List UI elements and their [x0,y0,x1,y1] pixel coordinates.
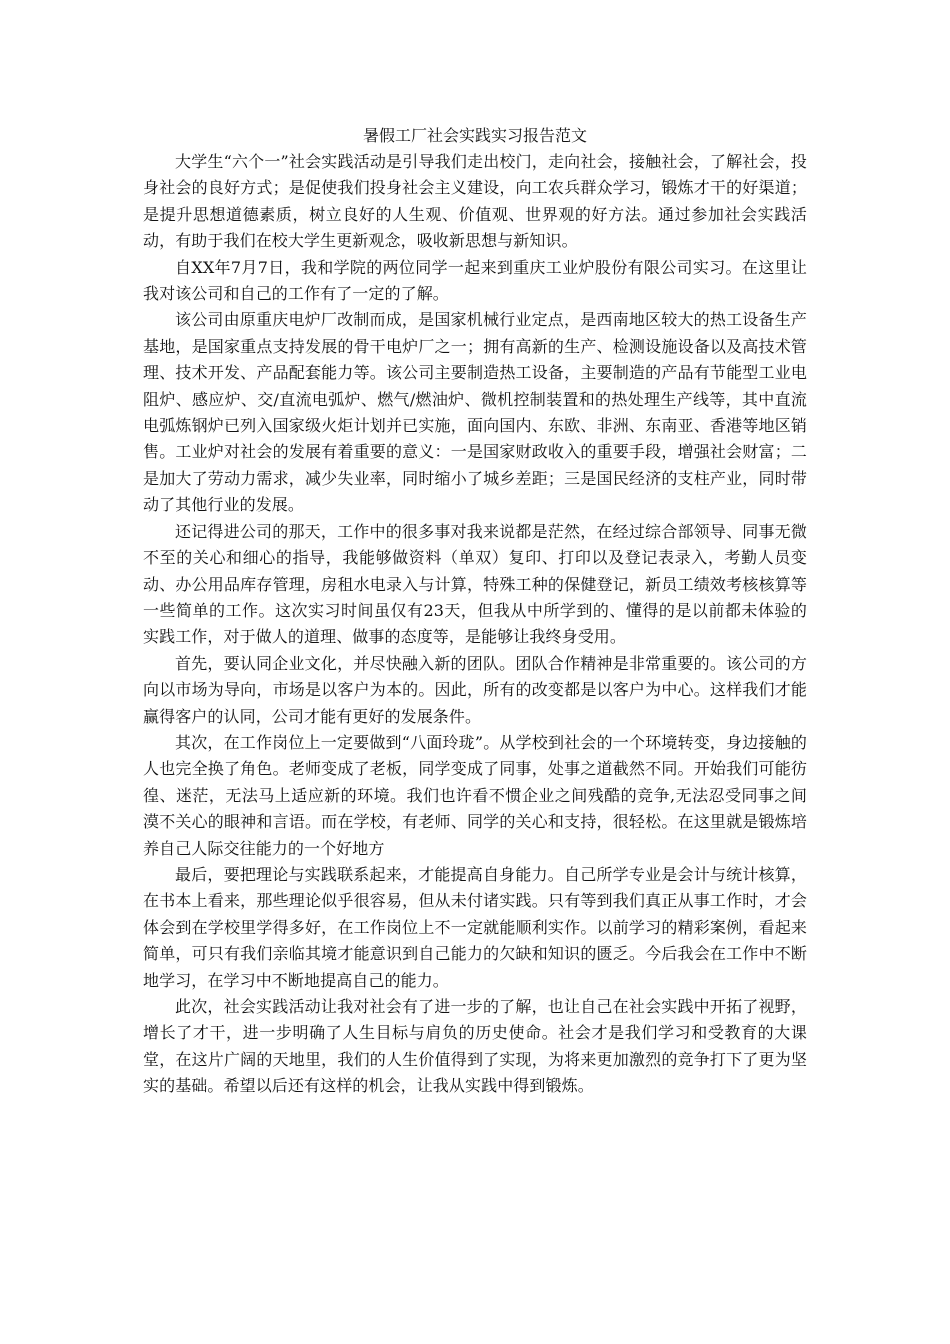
document-title: 暑假工厂社会实践实习报告范文 [362,126,587,145]
paragraph-intro: 大学生“六个一”社会实践活动是引导我们走出校门，走向社会，接触社会，了解社会，投身社会的良好方式；是促使我们投身社会主义建设，向工农兵群众学习，锻炼才干的好渠道；是提升思想道德素质，树立良好的人生观、价值观、世界观的好方法。通过参加社会实践活动，有助于我们在校大学生更新观念，吸收新思想与新知识。 [143,152,807,251]
paragraph-work-experience: 还记得进公司的那天，工作中的很多事对我来说都是茫然，在经过综合部领导、同事无微不至的关心和细心的指导，我能够做资料（单双）复印、打印以及登记表录入，考勤人员变动、办公用品库存管理，房租水电录入与计算，特殊工种的保健登记，新员工绩效考核核算等一些简单的工作。这次实习时间虽仅有23天，但我从中所学到的、懂得的是以前都未体验的实践工作，对于做人的道理、做事的态度等，是能够让我终身受用。 [143,521,807,647]
paragraph-conclusion: 此次，社会实践活动让我对社会有了进一步的了解，也让自己在社会实践中开拓了视野，增长了才干，进一步明确了人生目标与肩负的历史使命。社会才是我们学习和受教育的大课堂，在这片广阔的天地里，我们的人生价值得到了实现，为将来更加激烈的竞争打下了更为坚实的基础。希望以后还有这样的机会，让我从实践中得到锻炼。 [143,997,807,1096]
paragraph-company-profile: 该公司由原重庆电炉厂改制而成，是国家机械行业定点，是西南地区较大的热工设备生产基地，是国家重点支持发展的骨干电炉厂之一；拥有高新的生产、检测设施设备以及高技术管理、技术开发、产品配套能力等。该公司主要制造热工设备，主要制造的产品有节能型工业电阻炉、感应炉、交/直流电弧炉、燃气/燃油炉、微机控制装置和的热处理生产线等，其中直流电弧炼钢炉已列入国家级火炬计划并已实施，面向国内、东欧、非洲、东南亚、香港等地区销售。工业炉对社会的发展有着重要的意义：一是国家财政收入的重要手段，增强社会财富；二是加大了劳动力需求，减少失业率，同时缩小了城乡差距；三是国民经济的支柱产业，同时带动了其他行业的发展。 [143,310,807,515]
document-body [143,123,807,1100]
paragraph-third-point: 最后，要把理论与实践联系起来，才能提高自身能力。自己所学专业是会计与统计核算，在书本上看来，那些理论似乎很容易，但从未付诸实践。只有等到我们真正从事工作时，才会体会到在学校里学得多好，在工作岗位上不一定就能顺利实作。以前学习的精彩案例，看起来简单，可只有我们亲临其境才能意识到自己能力的欠缺和知识的匮乏。今后我会在工作中不断地学习，在学习中不断地提高自己的能力。 [143,864,807,990]
paragraph-internship-start: 自XX年7月7日，我和学院的两位同学一起来到重庆工业炉股份有限公司实习。在这里让我对该公司和自己的工作有了一定的了解。 [143,257,807,304]
paragraph-second-point: 其次，在工作岗位上一定要做到“八面玲珑”。从学校到社会的一个环境转变，身边接触的人也完全换了角色。老师变成了老板，同学变成了同事，处事之道截然不同。开始我们可能彷徨、迷茫，无法马上适应新的环境。我们也许看不惯企业之间残酷的竞争,无法忍受同事之间漠不关心的眼神和言语。而在学校，有老师、同学的关心和支持，很轻松。在这里就是锻炼培养自己人际交往能力的一个好地方 [143,732,807,858]
paragraph-first-point: 首先，要认同企业文化，并尽快融入新的团队。团队合作精神是非常重要的。该公司的方向以市场为导向，市场是以客户为本的。因此，所有的改变都是以客户为中心。这样我们才能赢得客户的认同，公司才能有更好的发展条件。 [143,653,807,726]
